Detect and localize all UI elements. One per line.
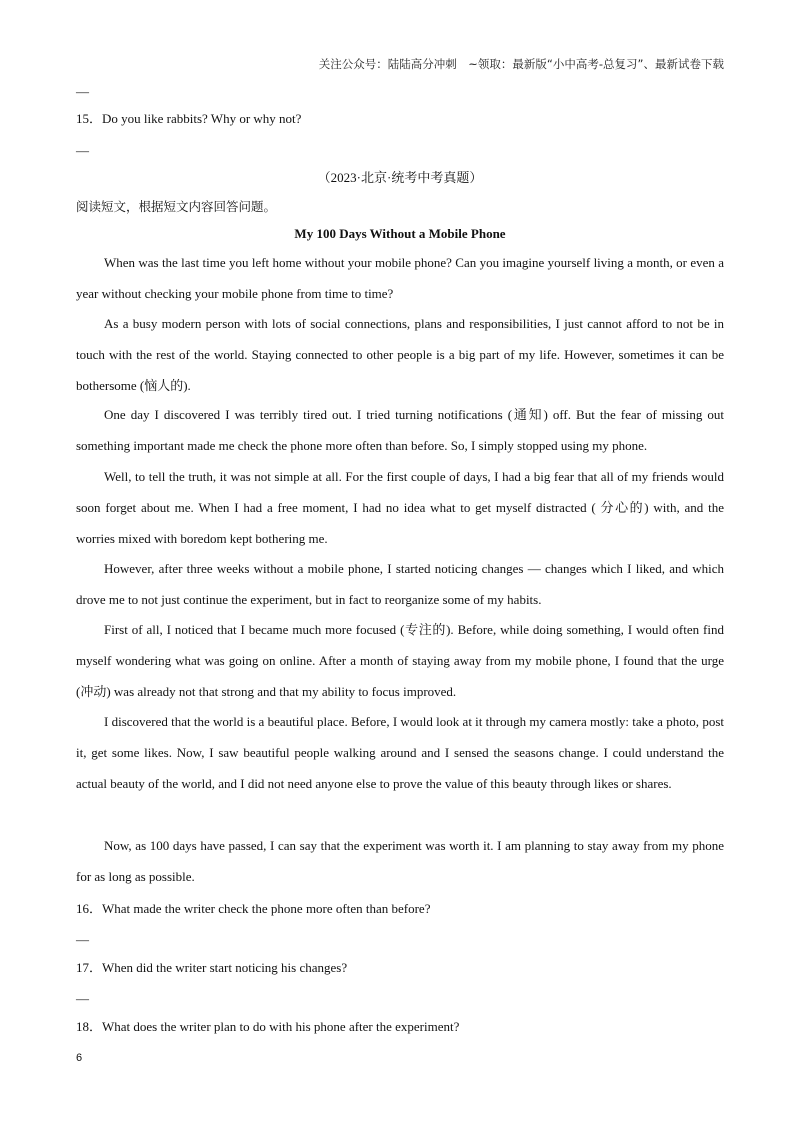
question-15: 15．Do you like rabbits? Why or why not?	[76, 111, 302, 126]
answer-line: —	[76, 932, 89, 947]
answer-line: —	[76, 84, 89, 99]
answer-line: —	[76, 991, 89, 1006]
paragraph-5: However, after three weeks without a mobile phone, I started noticing changes — changes which I liked, and which drove me to not just continue the experiment, but in fact to reorganize some of my habits.	[76, 561, 724, 607]
page-number: 6	[76, 1052, 83, 1064]
paragraph-6: First of all, I noticed that I became much more focused (专注的). Before, while doing something, I would often find myself wondering what was going on online. After a month of staying away from my mobile phone, I found that the urge (冲动) was already not that strong and that my ability to focus improved.	[76, 622, 724, 699]
paragraph-1: When was the last time you left home without your mobile phone? Can you imagine yourself living a month, or even a year without checking your mobile phone from time to time?	[76, 255, 724, 301]
passage-title: My 100 Days Without a Mobile Phone	[294, 226, 506, 241]
question-17: 17．When did the writer start noticing his changes?	[76, 960, 348, 975]
exam-source: （2023·北京·统考中考真题）	[317, 170, 483, 185]
question-16: 16．What made the writer check the phone more often than before?	[76, 901, 431, 916]
answer-line: —	[76, 143, 89, 158]
question-18: 18．What does the writer plan to do with his phone after the experiment?	[76, 1019, 460, 1034]
paragraph-4: Well, to tell the truth, it was not simple at all. For the first couple of days, I had a big fear that all of my friends would soon forget about me. When I had a free moment, I had no idea what to get myself distracted ( 分心的) with, and the worries mixed with boredom kept bothering me.	[76, 469, 724, 546]
paragraph-7: I discovered that the world is a beautiful place. Before, I would look at it through my camera mostly: take a photo, post it, get some likes. Now, I saw beautiful people walking around and I sensed the seasons change. I could understand the actual beauty of the world, and I did not need anyone else to prove the value of this beauty through likes or shares.	[76, 714, 724, 791]
page-header: 关注公众号：陆陆高分冲刺 ~领取：最新版“小中高考-总复习”、最新试卷下载	[318, 57, 724, 71]
instruction: 阅读短文，根据短文内容回答问题。	[76, 199, 277, 214]
paragraph-2: As a busy modern person with lots of social connections, plans and responsibilities, I just cannot afford to not be in touch with the rest of the world. Staying connected to other people is a big part of my life. However, sometimes it can be bothersome (恼人的).	[76, 316, 724, 393]
paragraph-3: One day I discovered I was terribly tired out. I tried turning notifications (通知) off. But the fear of missing out something important made me check the phone more often than before. So, I simply stopped using my phone.	[76, 407, 724, 453]
paragraph-8: Now, as 100 days have passed, I can say that the experiment was worth it. I am planning to stay away from my phone for as long as possible.	[76, 838, 724, 884]
